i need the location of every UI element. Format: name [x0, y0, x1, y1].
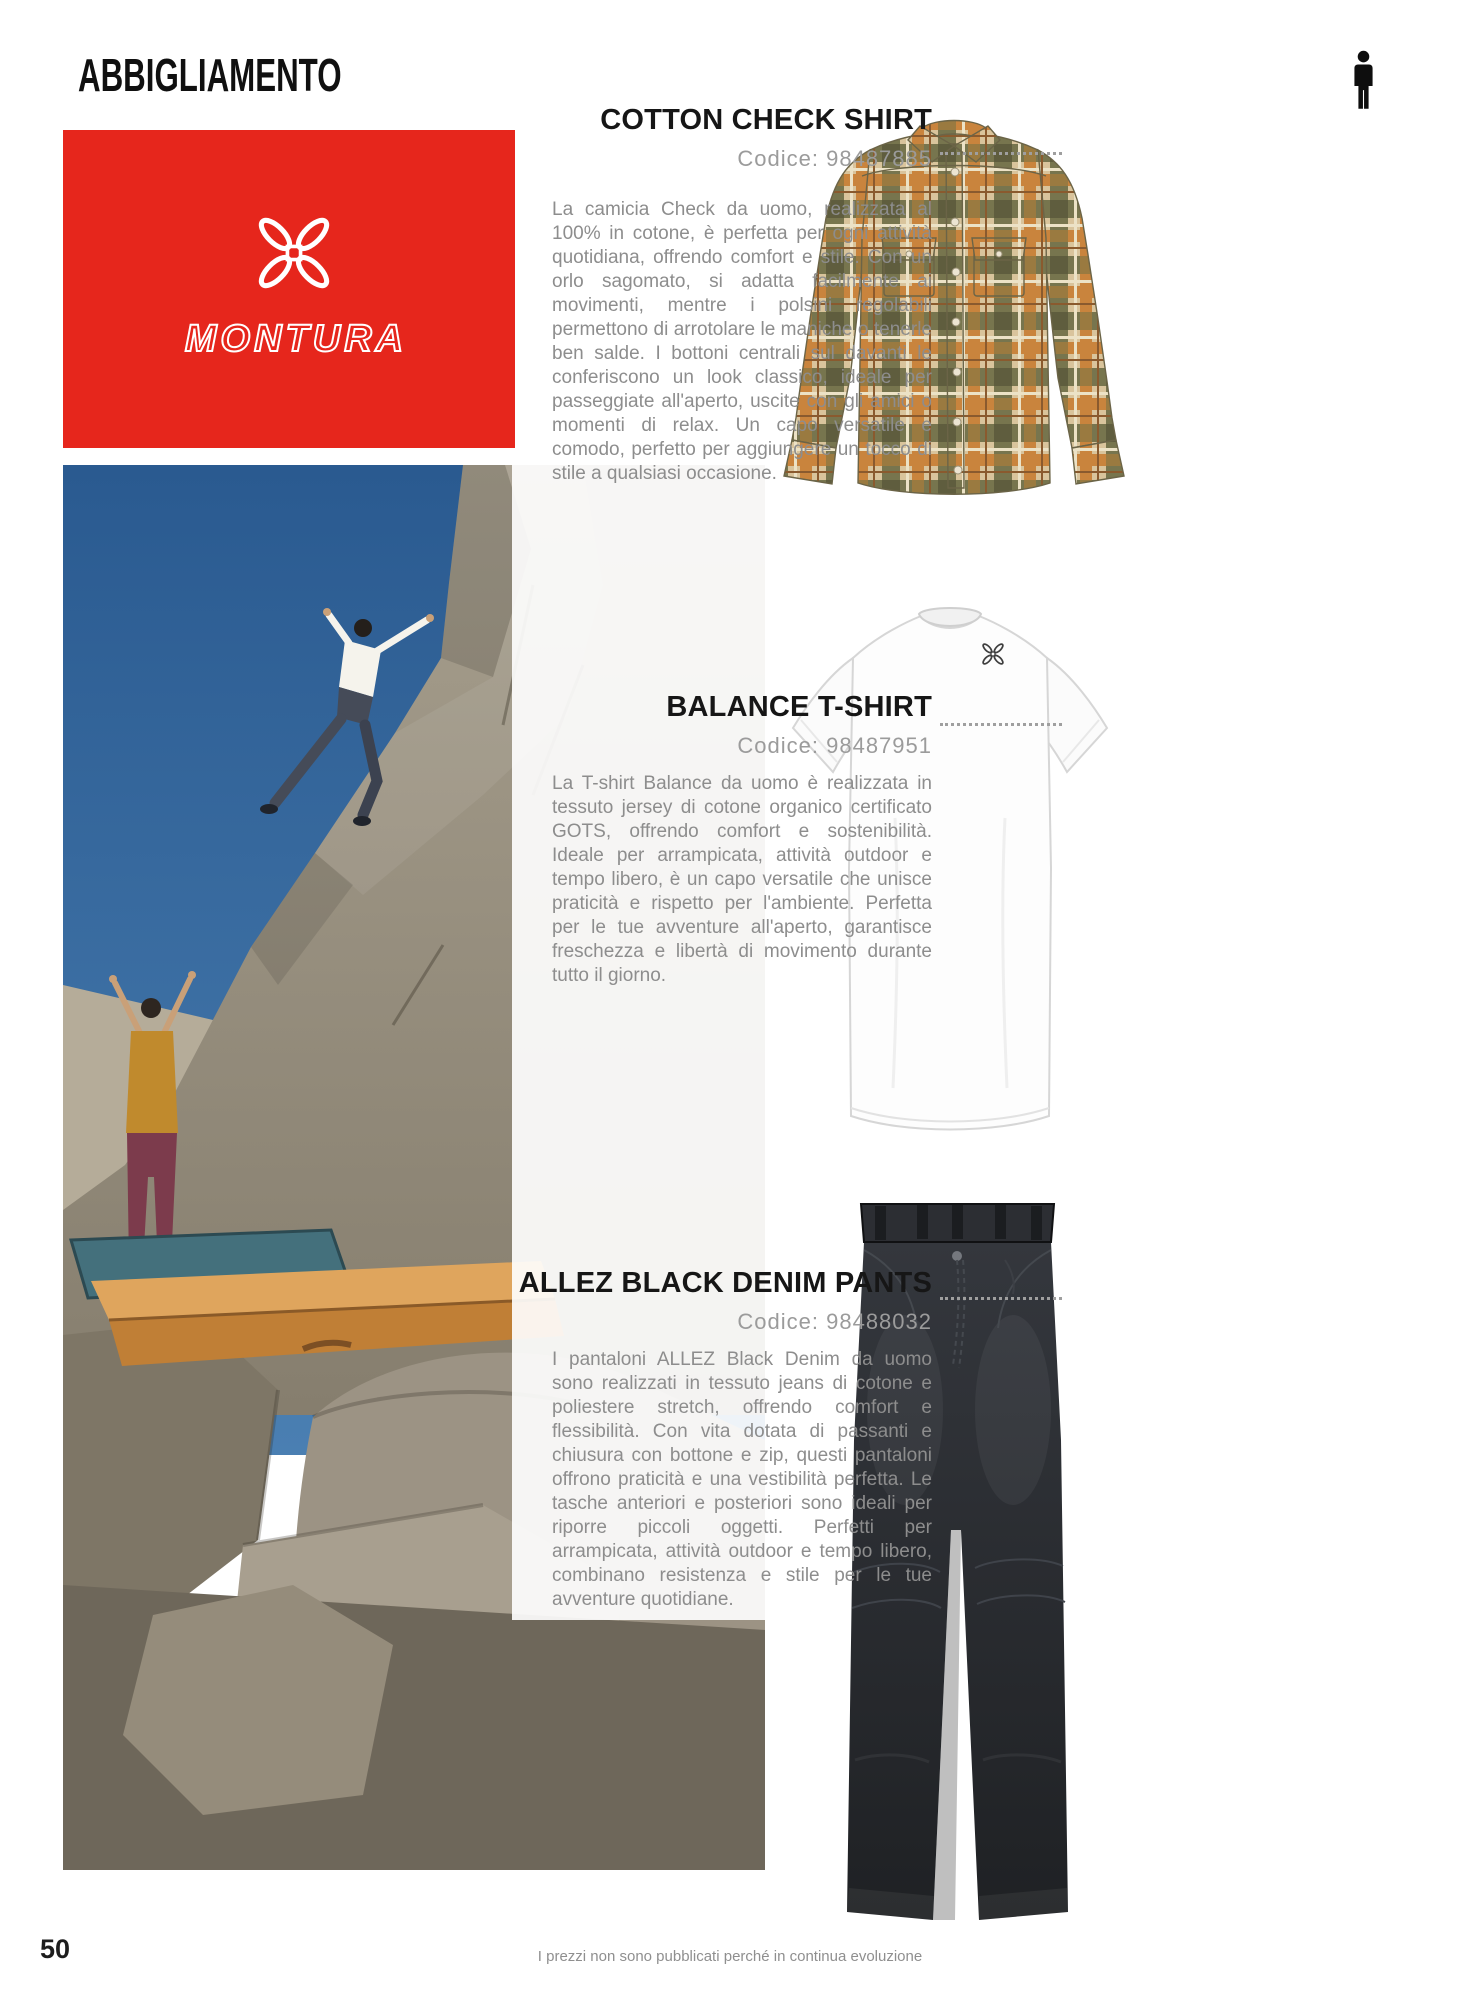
dotted-leader [940, 152, 1062, 155]
product-description: I pantaloni ALLEZ Black Denim da uomo sono realizzati in tessuto jeans di cotone e poliestere stretch, offrendo comfort e flessibilità. Con vita dotata di passanti e chiusura con bottone e zip, questi pantaloni offrono praticità e una vestibilità perfetta. Le tasche anteriori e posteriori sono ideali per riporre piccoli oggetti. Perfetti per arrampicata, attività outdoor e tempo libero, combinano resistenza e stile per le tue avventure quotidiane. [552, 1349, 932, 1610]
product-code-value: 98487951 [826, 733, 932, 758]
product-code [430, 1309, 932, 1335]
brand-logo-box [63, 130, 515, 448]
product-header-cotton-check-shirt [430, 103, 932, 172]
brand-wordmark: MONTURA [184, 318, 408, 360]
product-code-value: 98488032 [826, 1309, 932, 1334]
product-code-value: 98487885 [826, 146, 932, 171]
page-number: 50 [40, 1934, 71, 1964]
product-title: BALANCE T-SHIRT [666, 691, 932, 723]
product-description: La T-shirt Balance da uomo è realizzata in tessuto jersey di cotone organico certificato GOTS, offrendo comfort e sostenibilità. Ideale per arrampicata, attività outdoor e tempo libero, è un capo versatile che unisce praticità e rispetto per l'ambiente. Perfetta per le tue avventure all'aperto, garantisce freschezza e libertà di movimento durante tutto il giorno. [552, 773, 932, 986]
man-icon [1347, 50, 1380, 111]
footer-note: I prezzi non sono pubblicati perché in continua evoluzione [537, 1948, 923, 1965]
climbing-photo [63, 465, 765, 1870]
product-code-label: Codice: [737, 733, 819, 758]
page-title: ABBIGLIAMENTO [78, 49, 342, 101]
product-title: COTTON CHECK SHIRT [600, 104, 932, 136]
product-description: La camicia Check da uomo, realizzata al 100% in cotone, è perfetta per ogni attività quotidiana, offrendo comfort e stile. Con un orlo sagomato, si adatta facilmente ai movimenti, mentre i polsini regolabili permettono di arrotolare le maniche o tenerle ben salde. I bottoni centrali sul davanti le conferiscono un look classico, ideale per passeggiate all'aperto, uscite con gli amici o momenti di relax. Un capo versatile e comodo, perfetto per aggiungere un tocco di stile a qualsiasi occasione. [552, 199, 932, 484]
product-code-label: Codice: [737, 1309, 819, 1334]
dotted-leader [940, 723, 1062, 726]
montura-x-icon [243, 202, 345, 304]
product-code [430, 146, 932, 172]
product-title: ALLEZ BLACK DENIM PANTS [518, 1267, 932, 1299]
product-code [430, 733, 932, 759]
product-header-allez-denim-pants [430, 1266, 932, 1335]
product-code-label: Codice: [737, 146, 819, 171]
product-header-balance-tshirt [430, 690, 932, 759]
dotted-leader [940, 1297, 1062, 1300]
